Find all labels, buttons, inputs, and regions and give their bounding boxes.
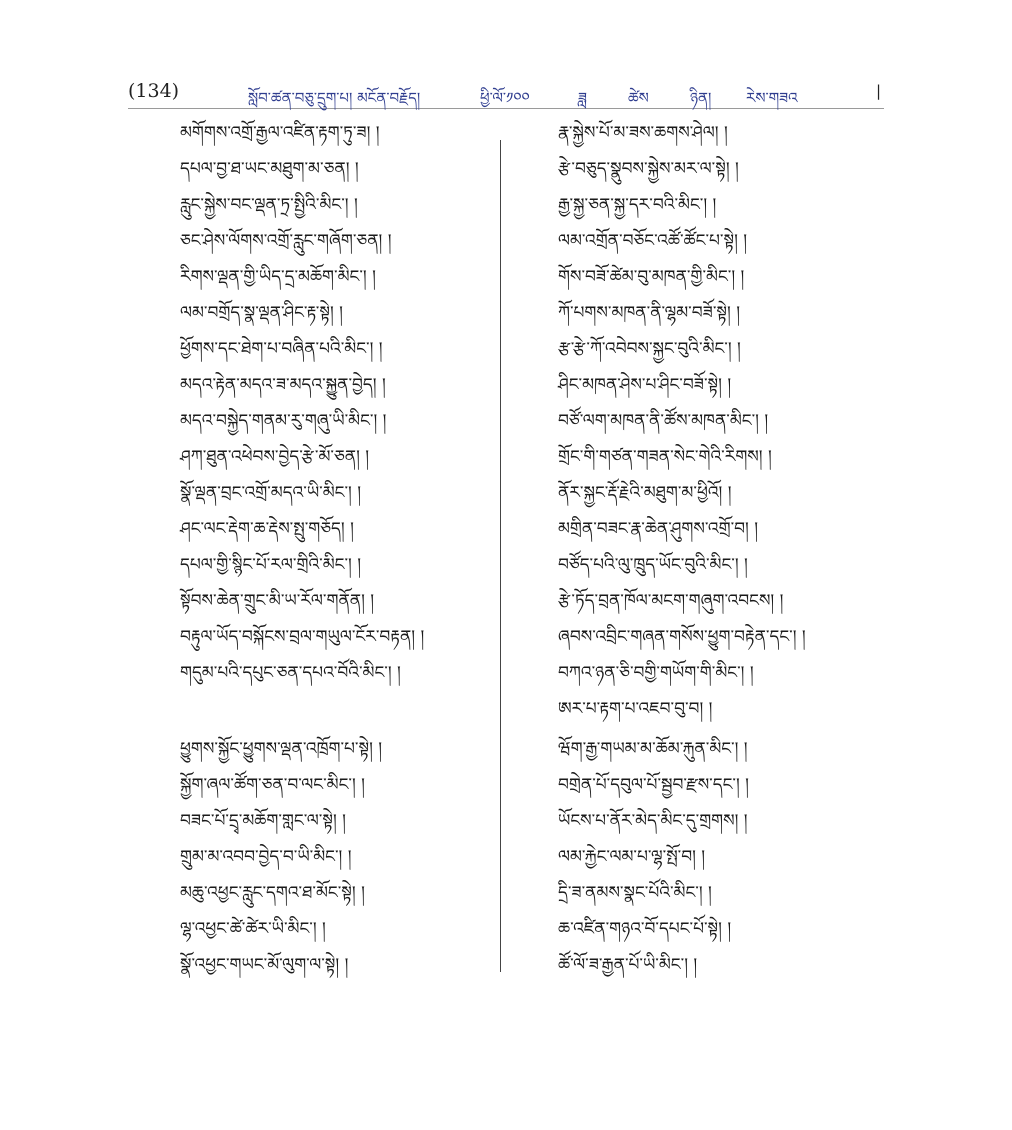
verse-line: ཞབས་འབྲིང་གཞན་གསོས་ཕྱུག་བརྟེན་དང་། ། — [558, 627, 806, 647]
verse-line: རྩེ་བཅུད་སྣུབས་སྐྱེས་མར་ལ་སྟེ། ། — [558, 159, 739, 179]
verse-line: བཀའ་ཉན་ཅི་བགྱི་གཡོག་གི་མིང་། ། — [558, 663, 754, 683]
verse-line: དཔལ་བྱ་ཐ་ཡང་མཐུག་མ་ཅན། ། — [180, 159, 359, 179]
verse-line: བགྲེན་པོ་དབུལ་པོ་སྦྱབ་རྫས་དང་། ། — [558, 775, 749, 795]
verse-line: ཕྱོགས་དང་ཐེག་པ་བཞིན་པའི་མིང་། ། — [180, 339, 383, 359]
verse-line: རྣ་སྐྱེས་པོ་མ་ཟས་ཆགས་ཤེལ། ། — [558, 123, 728, 143]
verse-line: ཡོངས་པ་ནོར་མེད་མིང་དུ་གྲགས། ། — [558, 811, 748, 831]
column-divider — [500, 140, 501, 972]
verse-line: རྩེ་ཏོད་བྲན་ཁོལ་མངག་གཞུག་འབངས། ། — [558, 591, 784, 611]
verse-line: ཤིང་མཁན་ཤེས་པ་ཤིང་བཟོ་སྟེ། ། — [558, 375, 732, 395]
verse-line: མདའ་རྟེན་མདའ་ཟ་མདའ་སྐྱུན་བྱེད། ། — [180, 375, 386, 395]
verse-line: དཔལ་གྱི་སྙིང་པོ་རལ་གྲིའི་མིང་། ། — [180, 555, 361, 575]
verse-line: ཀོ་པགས་མཁན་ནི་ལྷམ་བཟོ་སྟེ། ། — [558, 303, 740, 323]
verse-line: སྣོ་ལྡན་བྲང་འགྲོ་མདའ་ཡི་མིང་། ། — [180, 483, 361, 503]
header-date-field: ཚེས — [628, 89, 649, 107]
verse-line: ཆ་འཛིན་གཉའ་བོ་དཔང་པོ་སྟེ། ། — [558, 919, 732, 939]
verse-line: ཨར་པ་རྟག་པ་འཇབ་བུ་བ། ། — [558, 699, 713, 719]
header-weekday-field: རེས་གཟའ — [746, 89, 798, 107]
verse-line: དྲི་ཟ་ནམས་སྣང་པོའི་མིང་། ། — [558, 883, 712, 903]
verse-line: ཤང་ལང་རྡེག་ཆ་རྡེས་སྤུ་གཅོད། ། — [180, 519, 354, 539]
verse-line: ཕྱུགས་སྐྱོང་ཕྱུགས་ལྡན་འཁྲོག་པ་སྟེ། ། — [180, 739, 383, 759]
verse-line: བརྟུལ་ཡོད་བསྐོངས་བྲལ་གཡུལ་ངོར་བརྟན། ། — [180, 627, 425, 647]
verse-line: ལམ་བགྲོད་སྣ་ལྡན་ཤིང་རྟ་སྟེ། ། — [180, 303, 343, 323]
header-year-field: ཕྱི་ལོ་༡༠༠ — [480, 89, 530, 107]
verse-line: རིགས་ལྡན་གྱི་ཡིད་དྲ་མཆོག་མིང་། ། — [180, 267, 376, 287]
verse-line: མདའ་བསྐྱེད་གནམ་རུ་གཞུ་ཡི་མིང་། ། — [180, 411, 387, 431]
verse-line: ཅང་ཤེས་ལོགས་འགྲོ་རླུང་གཞོག་ཅན། ། — [180, 231, 392, 251]
verse-line: མགྲིན་བཟང་རྣ་ཆེན་ཤུགས་འགྲོ་བ། ། — [558, 519, 758, 539]
verse-line: སྟོབས་ཆེན་གྲུང་མི་ཡ་རོལ་གནོན། ། — [180, 591, 375, 611]
verse-line: ལམ་འགྲོན་བཅོང་འཚོ་ཚོང་པ་སྟེ། ། — [558, 231, 748, 251]
running-header — [128, 78, 884, 109]
header-month-field: ཟླ — [578, 89, 587, 107]
verse-line: གྲོང་གི་གཙན་གཟན་སེང་གེའི་རིགས། ། — [558, 447, 772, 467]
verse-line: རླུང་སྐྱེས་བང་ལྡན་ཏྲ་སྤྱིའི་མིང་། ། — [180, 195, 358, 215]
verse-line: གྲུམ་མ་འབབ་བྱེད་བ་ཡི་མིང་། ། — [180, 847, 352, 867]
verse-line: ཚོ་ལོ་ཟ་རྒྱན་པོ་ཡི་མིང་། ། — [558, 955, 698, 975]
verse-line: གདུམ་པའི་དཔུང་ཅན་དཔའ་བོའི་མིང་། ། — [180, 663, 401, 683]
verse-line: མགོགས་འགྲོ་རྒྱལ་འཛིན་རྟག་ཏུ་ཟ། ། — [180, 123, 380, 143]
header-section-title: སློབ་ཚན་བཅུ་དྲུག་པ། མངོན་བརྗོད། — [248, 89, 421, 107]
verse-line: ཤཀ་ཐུན་འཕེབས་བྱེད་རྩེ་མོ་ཅན། ། — [180, 447, 370, 467]
verse-line: རྒྱ་སྐྱ་ཅན་སྐྱ་དར་བའི་མིང་། ། — [558, 195, 717, 215]
verse-line: བཙོ་ལག་མཁན་ནི་ཚོས་མཁན་མིང་། ། — [558, 411, 769, 431]
verse-line: རྩ་རྩེ་ཀོ་འབེབས་སྐྱང་བུའི་མིང་། ། — [558, 339, 741, 359]
verse-line: སྐྱོག་ཞལ་ཚོག་ཅན་བ་ལང་མིང་། ། — [180, 775, 365, 795]
verse-line: སྣོ་འཕྱང་གཡང་མོ་ལུག་ལ་སྟེ། ། — [180, 955, 349, 975]
verse-line: ནོར་སྐྱང་རྡོ་རྗེའི་མཐུག་མ་ཕྱིའོ། ། — [558, 483, 732, 503]
verse-line: ཝོག་རྒྱ་གཡམ་མ་ཆོམ་རྐུན་མིང་། ། — [558, 739, 748, 759]
verse-line: གོས་བཟོ་ཚེམ་བུ་མཁན་གྱི་མིང་། ། — [558, 267, 745, 287]
verse-line: མཆུ་འཕྱང་རླུང་དགའ་ཐ་མོང་སྟེ། ། — [180, 883, 365, 903]
verse-line: བཙོད་པའི་ལུ་ཁྲུད་ཡོང་བུའི་མིང་། ། — [558, 555, 748, 575]
header-end-bar: | — [876, 82, 882, 100]
header-day-field: ཉིན། — [690, 89, 712, 107]
verse-line: ལྷ་འཕྱང་ཚེ་ཚེར་ཡི་མིང་། ། — [180, 919, 326, 939]
verse-line: བཟང་པོ་དྲྭ་མཆོག་གླང་ལ་སྟེ། ། — [180, 811, 346, 831]
verse-line: ལམ་རྐྱེང་ལམ་པ་ལྷ་སྤོ་བ། ། — [558, 847, 706, 867]
page-number: (134) — [128, 80, 180, 102]
